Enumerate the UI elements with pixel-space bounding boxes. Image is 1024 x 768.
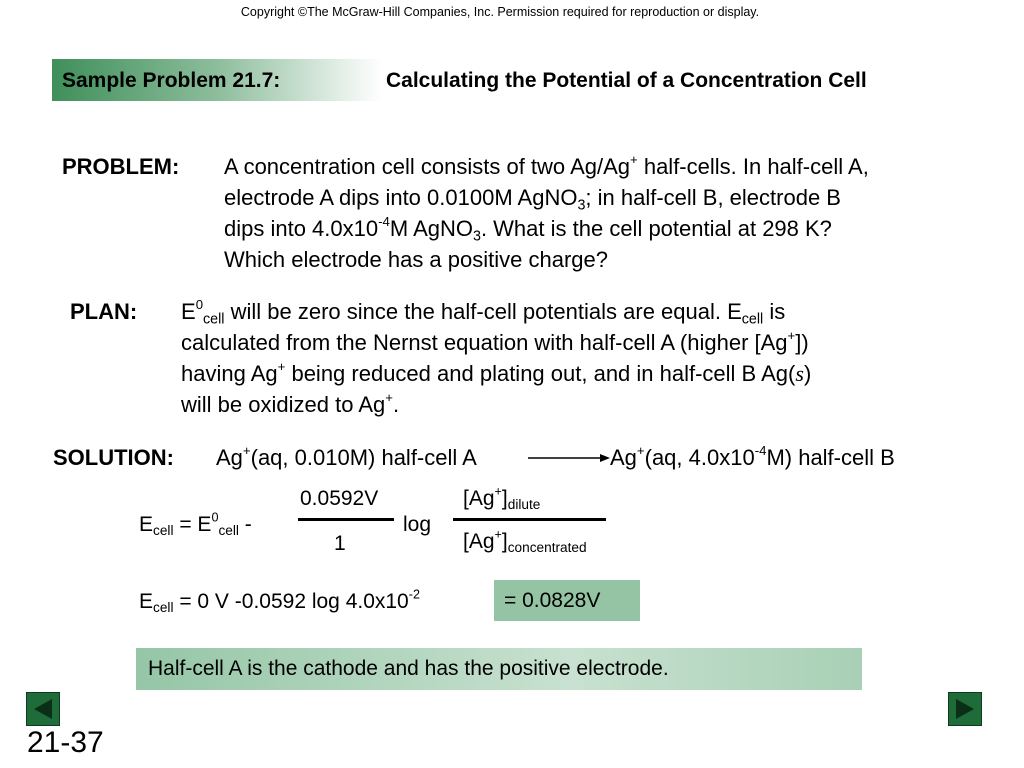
plan-line: having Ag+ being reduced and plating out, and in half-cell B Ag(s) [181, 359, 812, 386]
problem-line: A concentration cell consists of two Ag/Ag+ half-cells. In half-cell A, [224, 152, 869, 179]
problem-label: PROBLEM: [62, 154, 180, 179]
log-label: log [403, 513, 432, 536]
problem-line: Which electrode has a positive charge? [224, 247, 608, 272]
plan-label: PLAN: [70, 299, 138, 324]
fraction-numerator: 0.0592V [300, 487, 379, 510]
concentration-concentrated: $[Ag^+]_{concentrated}$ [463, 527, 587, 556]
answer-result: = 0.0828V [494, 580, 640, 621]
problem-line: dips into $4.0x10^{-4}M$ AgNO$_3$. What is the cell potential at 298 K? [224, 214, 832, 245]
solution-label: SOLUTION: [53, 445, 174, 470]
page-title: Calculating the Potential of a Concentration Cell [386, 69, 867, 92]
half-cell-a: Ag+(aq, 0.010M) half-cell A [216, 443, 477, 470]
concentration-dilute: $[Ag^+]_{dilute}$ [463, 484, 541, 513]
slide-number: 21-37 [27, 726, 104, 759]
problem-line: electrode A dips into 0.0100M AgNO$_3$; in half-cell B, electrode B [224, 185, 841, 214]
triangle-left-icon [31, 697, 55, 721]
fraction-denominator: 1 [334, 532, 346, 555]
calculation-expression: $E_{cell} = 0$ V -0.0592 $\log 4.0x10^{-2}$ [139, 587, 420, 616]
fraction-bar [298, 518, 394, 521]
conclusion-box: Half-cell A is the cathode and has the positive electrode. [136, 648, 862, 690]
plan-line: $E^0_{cell}$ will be zero since the half-cell potentials are equal. $E_{cell}$ is [181, 297, 786, 328]
previous-slide-button[interactable] [26, 692, 60, 726]
sample-problem-label: Sample Problem 21.7: [62, 69, 281, 92]
plan-text [181, 296, 1001, 420]
half-cell-b: Ag+(aq, $4.0x10^{-4}M$) half-cell B [610, 443, 895, 470]
copyright-notice: Copyright ©The McGraw-Hill Companies, Inc. Permission required for reproduction or display. [240, 5, 760, 19]
nernst-lhs: $E_{cell} = E^0_{cell}$ - [139, 510, 252, 539]
plan-line: calculated from the Nernst equation with half-cell A (higher [Ag+]) [181, 328, 809, 355]
problem-text [224, 151, 1004, 275]
reaction-arrow-icon [528, 451, 610, 465]
log-fraction-bar [453, 518, 606, 521]
next-slide-button[interactable] [948, 692, 982, 726]
triangle-right-icon [953, 697, 977, 721]
plan-line: will be oxidized to Ag+. [181, 390, 400, 417]
